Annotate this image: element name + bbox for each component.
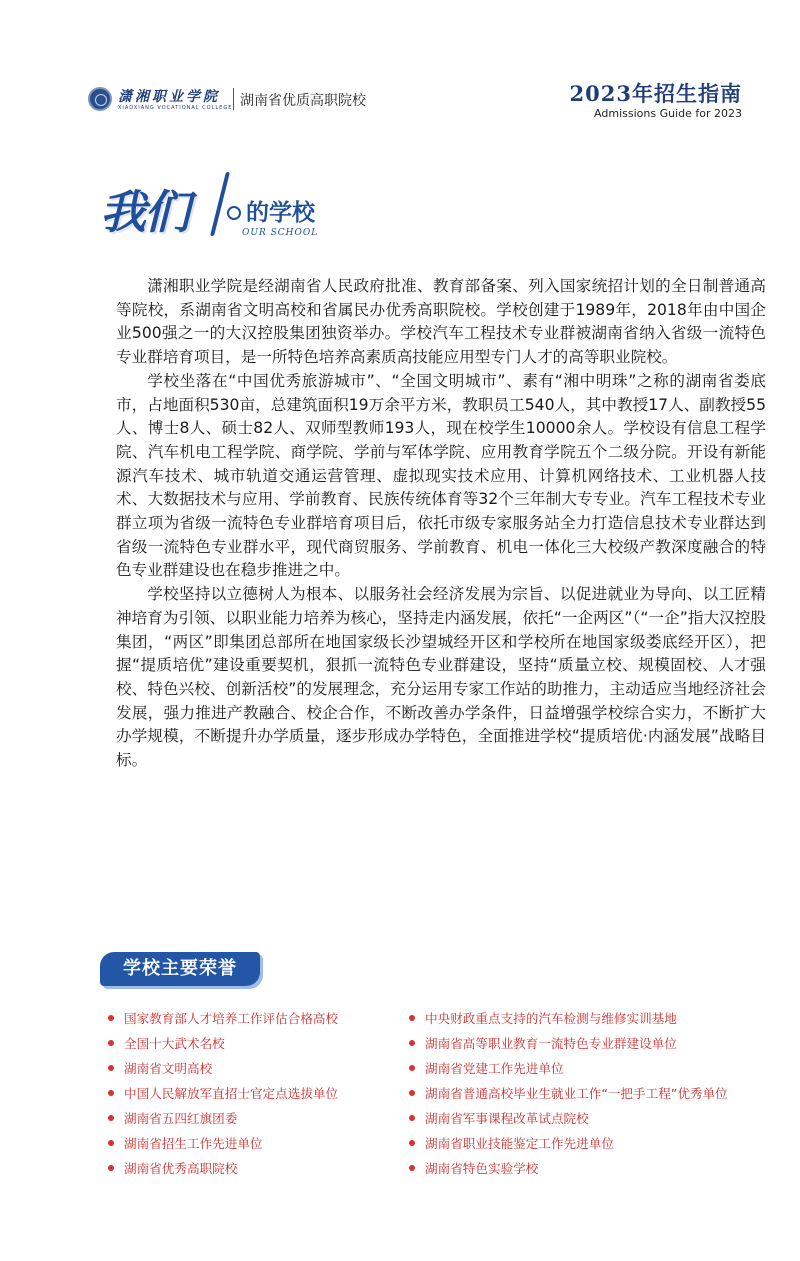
honor-item: 中央财政重点支持的汽车检测与维修实训基地 bbox=[409, 1006, 728, 1031]
honor-item: 湖南省党建工作先进单位 bbox=[409, 1056, 728, 1081]
bullet-icon bbox=[409, 1090, 415, 1096]
school-name: 潇湘职业学院 bbox=[118, 89, 220, 105]
section-title-main: 我们 bbox=[100, 185, 188, 239]
header-divider bbox=[233, 88, 234, 110]
honors-heading: 学校主要荣誉 bbox=[100, 952, 260, 986]
honors-list-right bbox=[409, 1006, 728, 1181]
bullet-icon bbox=[108, 1065, 114, 1071]
honor-item: 湖南省五四红旗团委 bbox=[108, 1106, 338, 1131]
bullet-icon bbox=[108, 1040, 114, 1046]
school-name-en: XIAOXIANG VOCATIONAL COLLEGE bbox=[118, 105, 233, 111]
bullet-icon bbox=[409, 1115, 415, 1121]
intro-paragraph: 学校坐落在“中国优秀旅游城市”、“全国文明城市”、素有“湘中明珠”之称的湖南省娄底市，占地面积530亩，总建筑面积19万余平方米，教职员工540人，其中教授17人、副教授55人、博士8人、硕士82人、双师型教师193人，现在校学生10000余人。学校设有信息工程学院、汽车机电工程学院、商学院、学前与军体学院、应用教育学院五个二级分院。开设有新能源汽车技术、城市轨道交通运营管理、虚拟现实技术应用、计算机网络技术、工业机器人技术、大数据技术与应用、学前教育、民族传统体育等32个三年制大专专业。汽车工程技术专业群立项为省级一流特色专业群培育项目后，依托市级专家服务站全力打造信息技术专业群达到省级一流特色专业群水平，现代商贸服务、学前教育、机电一体化三大校级产教深度融合的特色专业群建设也在稳步推进之中。 bbox=[116, 371, 766, 580]
honors-list-left bbox=[108, 1006, 338, 1181]
title-slash-decoration bbox=[210, 172, 230, 236]
honor-item: 湖南省军事课程改革试点院校 bbox=[409, 1106, 728, 1131]
guide-subtitle: Admissions Guide for 2023 bbox=[594, 107, 742, 120]
bullet-icon bbox=[108, 1140, 114, 1146]
honor-item: 中国人民解放军直招士官定点选拔单位 bbox=[108, 1081, 338, 1106]
bullet-icon bbox=[409, 1040, 415, 1046]
intro-paragraph: 潇湘职业学院是经湖南省人民政府批准、教育部备案、列入国家统招计划的全日制普通高等院校，系湖南省文明高校和省属民办优秀高职院校。学校创建于1989年，2018年由中国企业500强之一的大汉控股集团独资举办。学校汽车工程技术专业群被湖南省纳入省级一流特色专业群培育项目，是一所特色培养高素质高技能应用型专门人才的高等职业院校。 bbox=[116, 277, 766, 367]
intro-paragraph: 学校坚持以立德树人为根本、以服务社会经济发展为宗旨、以促进就业为导向、以工匠精神培育为引领、以职业能力培养为核心，坚持走内涵发展，依托“一企两区”（“一企”指大汉控股集团，“两区”即集团总部所在地国家级长沙望城经开区和学校所在地国家级娄底经开区），把握“提质培优”建设重要契机，狠抓一流特色专业群建设，坚持“质量立校、规模固校、人才强校、特色兴校、创新活校”的发展理念，充分运用专家工作站的助推力，主动适应当地经济社会发展，强力推进产教融合、校企合作，不断改善办学条件，日益增强学校综合实力，不断扩大办学规模，不断提升办学质量，逐步形成办学特色，全面推进学校“提质培优·内涵发展”战略目标。 bbox=[116, 585, 766, 770]
honor-item: 湖南省招生工作先进单位 bbox=[108, 1131, 338, 1156]
school-emblem-icon bbox=[88, 87, 112, 111]
section-title bbox=[100, 172, 400, 242]
honor-item: 湖南省普通高校毕业生就业工作“一把手工程”优秀单位 bbox=[409, 1081, 728, 1106]
school-tagline: 湖南省优质高职院校 bbox=[240, 93, 366, 109]
bullet-icon bbox=[108, 1115, 114, 1121]
bullet-icon bbox=[409, 1015, 415, 1021]
bullet-icon bbox=[108, 1090, 114, 1096]
section-title-sub: 的学校 bbox=[246, 199, 315, 226]
bullet-icon bbox=[409, 1140, 415, 1146]
bullet-icon bbox=[108, 1015, 114, 1021]
honor-item: 湖南省职业技能鉴定工作先进单位 bbox=[409, 1131, 728, 1156]
bullet-icon bbox=[409, 1065, 415, 1071]
page-header bbox=[0, 0, 800, 140]
bullet-icon bbox=[108, 1165, 114, 1171]
honor-item: 全国十大武术名校 bbox=[108, 1031, 338, 1056]
honor-item: 国家教育部人才培养工作评估合格高校 bbox=[108, 1006, 338, 1031]
honor-item: 湖南省优秀高职院校 bbox=[108, 1156, 338, 1181]
title-arrow-icon bbox=[227, 206, 241, 220]
honor-item: 湖南省特色实验学校 bbox=[409, 1156, 728, 1181]
guide-title: 2023年招生指南 bbox=[569, 81, 742, 106]
honor-item: 湖南省文明高校 bbox=[108, 1056, 338, 1081]
section-title-en: OUR SCHOOL bbox=[242, 228, 319, 238]
bullet-icon bbox=[409, 1165, 415, 1171]
intro-text bbox=[116, 275, 766, 773]
honor-item: 湖南省高等职业教育一流特色专业群建设单位 bbox=[409, 1031, 728, 1056]
